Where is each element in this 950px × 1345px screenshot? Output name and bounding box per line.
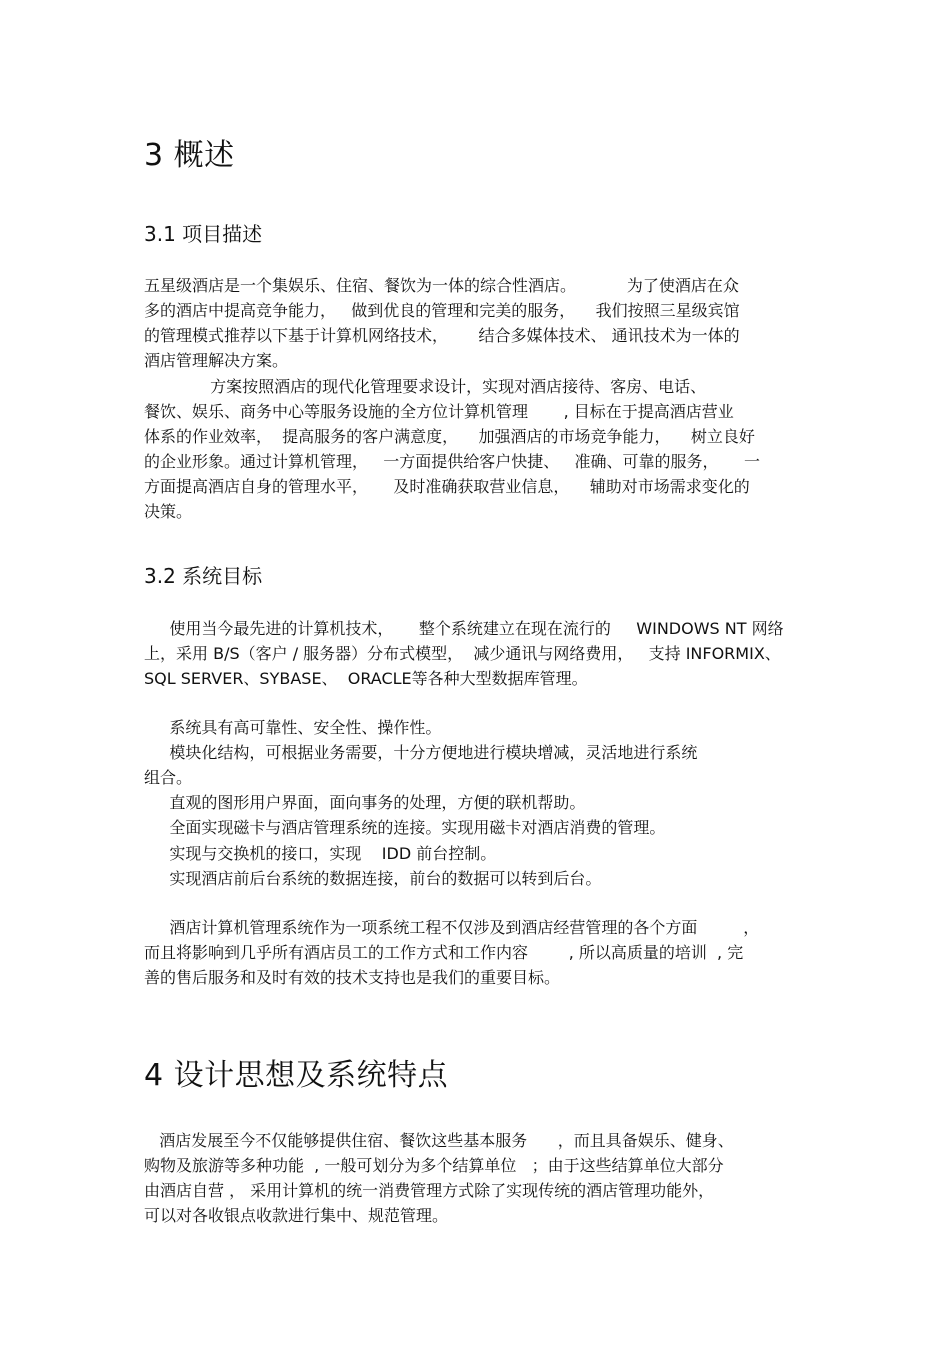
section-3-1-heading: 3.1 项目描述 [144,222,263,246]
list-item: 全面实现磁卡与酒店管理系统的连接。实现用磁卡对酒店消费的管理。 [144,818,666,837]
paragraph-line: 上，采用 B/S（客户 / 服务器）分布式模型， 减少通讯与网络费用， 支持 INFORMIX、 [144,644,781,663]
list-item: 实现与交换机的接口，实现 IDD 前台控制。 [144,844,497,863]
paragraph-line: 餐饮、娱乐、商务中心等服务设施的全方位计算机管理 , 目标在于提高酒店营业 [144,402,734,421]
paragraph-line: 方案按照酒店的现代化管理要求设计，实现对酒店接待、客房、电话、 [144,377,707,396]
section-3-heading: 3 概述 [144,138,235,173]
section-3-2-heading: 3.2 系统目标 [144,564,263,588]
paragraph-line: 方面提高酒店自身的管理水平， 及时准确获取营业信息， 辅助对市场需求变化的 [144,477,750,496]
paragraph-line: 善的售后服务和及时有效的技术支持也是我们的重要目标。 [144,968,561,987]
paragraph-line: 由酒店自营 ， 采用计算机的统一消费管理方式除了实现传统的酒店管理功能外， [144,1181,715,1200]
paragraph-line: 的管理模式推荐以下基于计算机网络技术， 结合多媒体技术、 通讯技术为一体的 [144,326,740,345]
paragraph-line: 多的酒店中提高竞争能力， 做到优良的管理和完美的服务， 我们按照三星级宾馆 [144,301,740,320]
paragraph-line: 购物及旅游等多种功能 , 一般可划分为多个结算单位 ；由于这些结算单位大部分 [144,1156,724,1175]
list-item: 实现酒店前后台系统的数据连接，前台的数据可以转到后台。 [144,869,602,888]
paragraph-line: 酒店计算机管理系统作为一项系统工程不仅涉及到酒店经营管理的各个方面 ， [144,918,760,937]
list-item: 系统具有高可靠性、安全性、操作性。 [144,718,442,737]
list-item: 模块化结构，可根据业务需要，十分方便地进行模块增减，灵活地进行系统 [144,743,698,762]
paragraph-line: 使用当今最先进的计算机技术， 整个系统建立在现在流行的 WINDOWS NT 网络 [144,619,784,638]
paragraph-line: 五星级酒店是一个集娱乐、住宿、餐饮为一体的综合性酒店。 为了使酒店在众 [144,276,739,295]
paragraph-line: 决策。 [144,502,193,521]
paragraph-line: 可以对各收银点收款进行集中、规范管理。 [144,1206,449,1225]
paragraph-line: 体系的作业效率， 提高服务的客户满意度， 加强酒店的市场竞争能力， 树立良好 [144,427,755,446]
list-item: 直观的图形用户界面，面向事务的处理，方便的联机帮助。 [144,793,586,812]
paragraph-line: 酒店管理解决方案。 [144,351,289,370]
section-4-heading: 4 设计思想及系统特点 [144,1058,449,1093]
paragraph-line: 酒店发展至今不仅能够提供住宿、餐饮这些基本服务 ，而且具备娱乐、健身、 [144,1131,734,1150]
paragraph-line: 而且将影响到几乎所有酒店员工的工作方式和工作内容 , 所以高质量的培训 , 完 [144,943,744,962]
paragraph-line: SQL SERVER、SYBASE、 ORACLE等各种大型数据库管理。 [144,669,588,688]
paragraph-line: 的企业形象。通过计算机管理， 一方面提供给客户快捷、 准确、可靠的服务， 一 [144,452,760,471]
list-item: 组合。 [144,768,193,787]
